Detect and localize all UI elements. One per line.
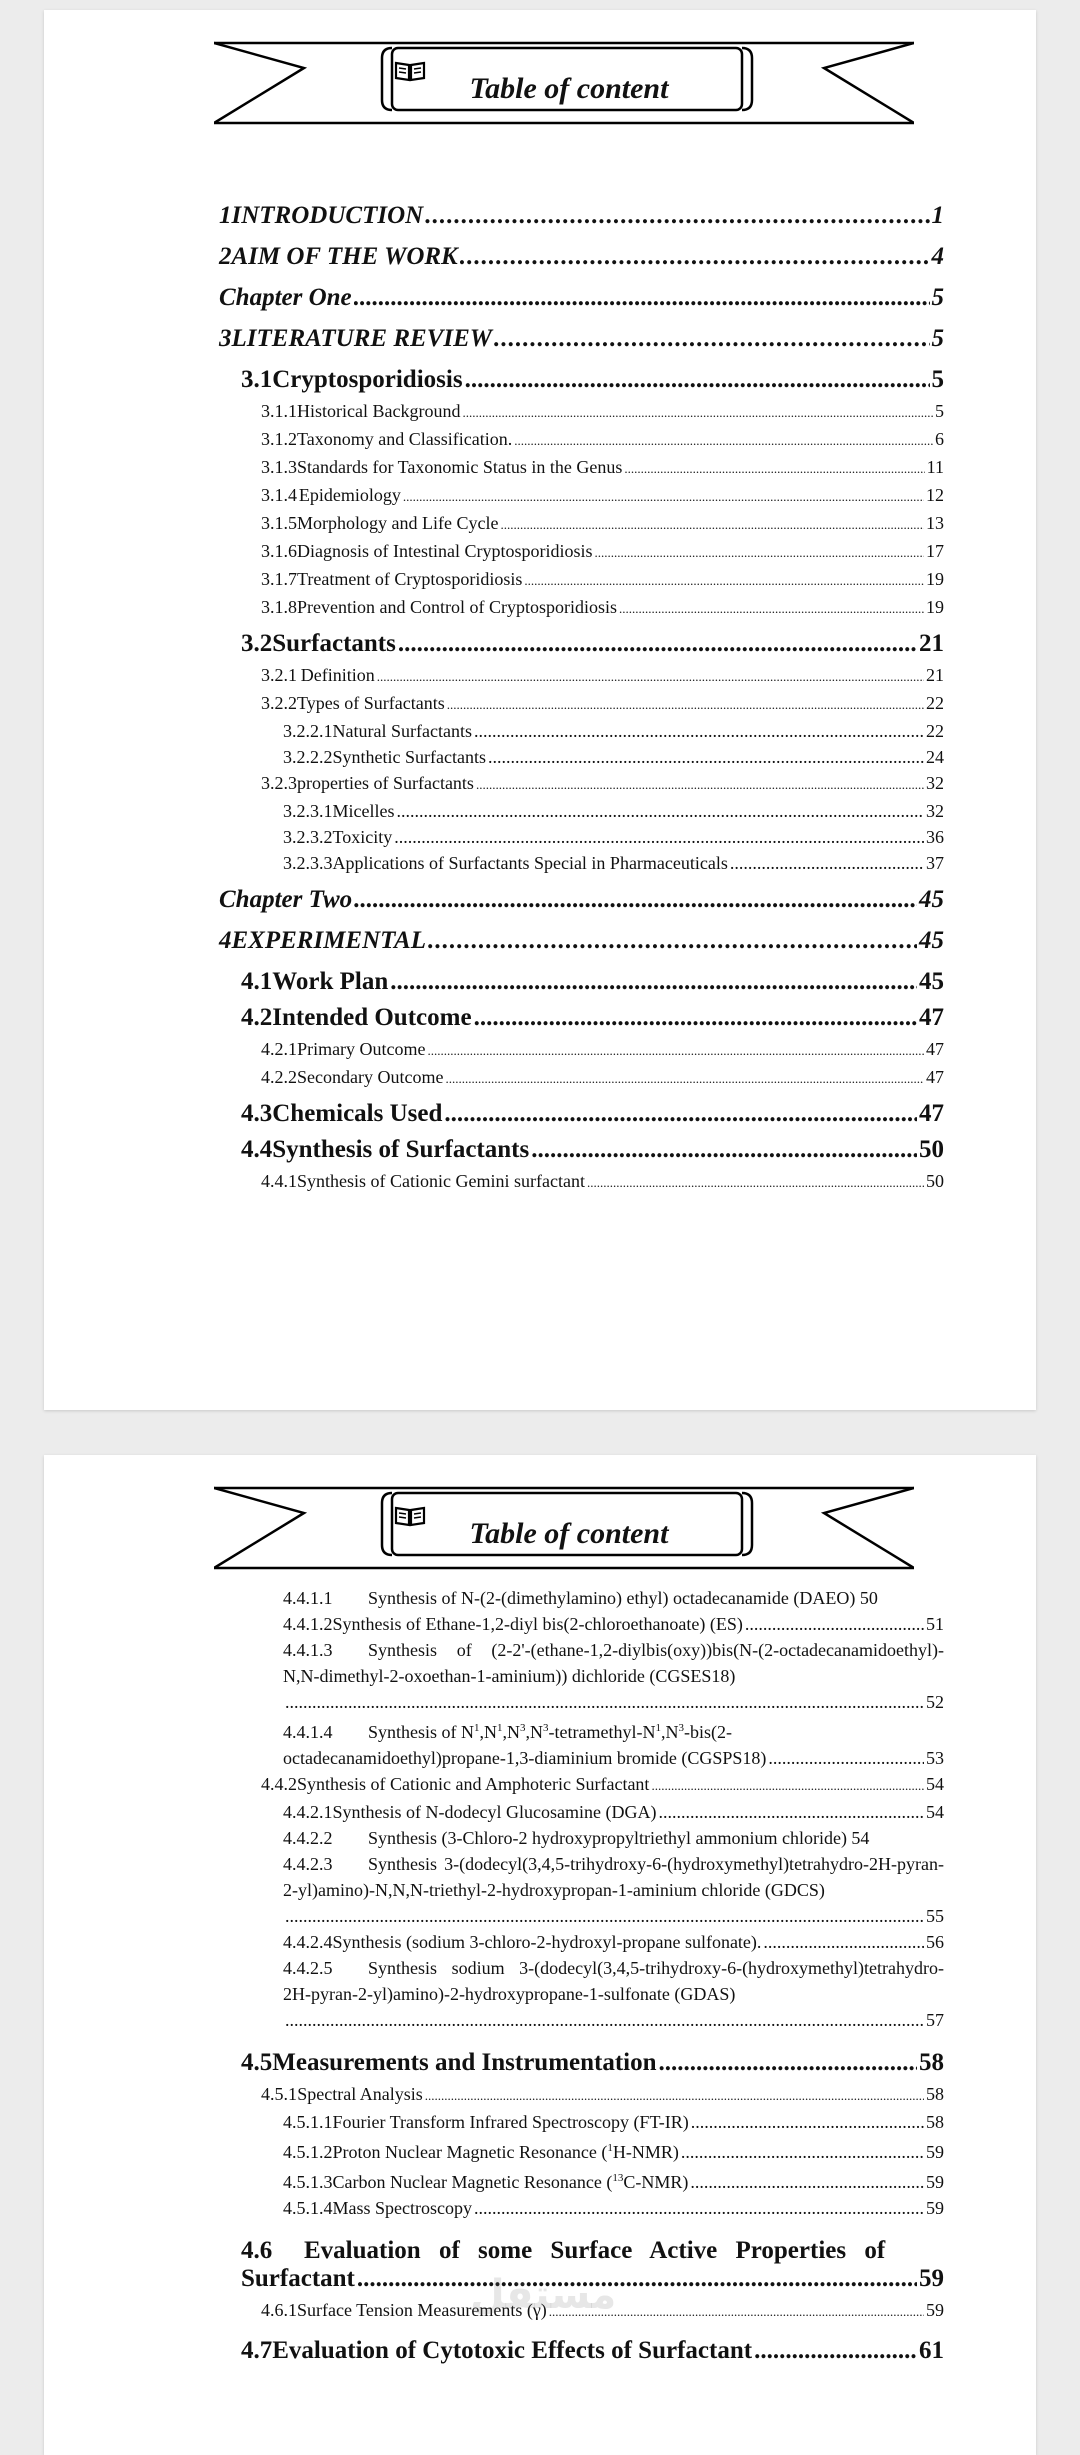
toc-entry-4-5-1[interactable]: 4.5.1 Spectral Analysis ..... 58 <box>219 2081 944 2109</box>
toc-banner <box>214 1483 914 1583</box>
toc-entry-3-1-2[interactable]: 3.1.2 Taxonomy and Classification. ..... 6 <box>219 426 944 454</box>
book-icon <box>394 1505 426 1527</box>
toc-entry-4-4-2-5[interactable]: 4.4.2.5 Synthesis sodium 3-(dodecyl(3,4,5-trihydroxy-6-(hydroxymethyl)tetrahydro-2H-pyran-2-yl)amino)-2-hydroxypropane-1-sulfonate (GDAS) <box>283 1958 944 2004</box>
toc-entry-4-6[interactable]: 4.6 Evaluation of some Surface Active Properties of <box>241 2237 886 2264</box>
toc-entry-3-1-5[interactable]: 3.1.5 Morphology and Life Cycle ..... 13 <box>219 510 944 538</box>
toc-entry-3-1-4[interactable]: 3.1.4 Epidemiology ..... 12 <box>219 482 944 510</box>
toc-entry-3-2-2-1[interactable]: 3.2.2.1 Natural Surfactants ..... 22 <box>219 718 944 744</box>
toc-entry-4-5-1-4[interactable]: 4.5.1.4 Mass Spectroscopy ..... 59 <box>219 2195 944 2221</box>
toc-header <box>394 60 744 118</box>
toc-title: Table of content <box>469 72 669 105</box>
toc-entry-4-1[interactable]: 4.1 Work Plan ..... 45 <box>219 968 944 996</box>
toc-entry-4-7[interactable]: 4.7 Evaluation of Cytotoxic Effects of Surfactant ..... 61 <box>219 2337 944 2365</box>
toc-entry-4-4[interactable]: 4.4 Synthesis of Surfactants ..... 50 <box>219 1136 944 1164</box>
toc-entry-4-5-1-1[interactable]: 4.5.1.1 Fourier Transform Infrared Spectroscopy (FT-IR) ..... 58 <box>219 2109 944 2135</box>
toc-entry-4-5-1-2[interactable]: 4.5.1.2 Proton Nuclear Magnetic Resonance ($^1$H-NMR) ..... 59 <box>219 2135 944 2165</box>
toc-entry-4-4-1-1[interactable]: 4.4.1.1 Synthesis of N-(2-(dimethylamino) ethyl) octadecanamide (DAEO) 50 <box>283 1588 878 1608</box>
toc-entry-4-3[interactable]: 4.3 Chemicals Used ..... 47 <box>219 1100 944 1128</box>
toc-entry-3-1-3[interactable]: 3.1.3 Standards for Taxonomic Status in the Genus ..... 11 <box>219 454 944 482</box>
toc-entry-4-4-2-1[interactable]: 4.4.2.1 Synthesis of N-dodecyl Glucosamine (DGA) ..... 54 <box>219 1799 944 1825</box>
toc-entry-4-4-1-3-page: ..... 52 <box>219 1689 944 1715</box>
toc-title: Table of content <box>469 1517 669 1550</box>
toc-entry-4-4-2-5-page: ..... 57 <box>219 2007 944 2033</box>
toc-entry-4-2-1[interactable]: 4.2.1 Primary Outcome ..... 47 <box>219 1036 944 1064</box>
toc-entry-3-2-3-1[interactable]: 3.2.3.1 Micelles ..... 32 <box>219 798 944 824</box>
toc-entry-2[interactable]: 2 AIM OF THE WORK ..... 4 <box>219 243 944 271</box>
toc-entry-3-2-3-3[interactable]: 3.2.3.3 Applications of Surfactants Special in Pharmaceuticals ..... 37 <box>219 850 944 876</box>
toc-list-page-1 <box>219 192 944 1196</box>
toc-entry-4-2[interactable]: 4.2 Intended Outcome ..... 47 <box>219 1004 944 1032</box>
toc-entry-4-4-2-4[interactable]: 4.4.2.4 Synthesis (sodium 3-chloro-2-hydroxyl-propane sulfonate). ..... 56 <box>219 1929 944 1955</box>
document-page-1 <box>44 10 1036 1410</box>
toc-list-page-2 <box>219 1585 944 2369</box>
toc-entry-3-2-1[interactable]: 3.2.1 Definition ..... 21 <box>219 662 944 690</box>
toc-entry-3-1-1[interactable]: 3.1.1 Historical Background ..... 5 <box>219 398 944 426</box>
toc-entry-3-1-7[interactable]: 3.1.7 Treatment of Cryptosporidiosis ..... 19 <box>219 566 944 594</box>
toc-entry-3-2-2[interactable]: 3.2.2 Types of Surfactants ..... 22 <box>219 690 944 718</box>
toc-entry-4-4-2[interactable]: 4.4.2 Synthesis of Cationic and Amphoteric Surfactant ..... 54 <box>219 1771 944 1799</box>
toc-entry-4-4-1-2[interactable]: 4.4.1.2 Synthesis of Ethane-1,2-diyl bis(2-chloroethanoate) (ES) ..... 51 <box>219 1611 944 1637</box>
toc-entry-3-2[interactable]: 3.2 Surfactants ..... 21 <box>219 630 944 658</box>
toc-entry-chapter-one[interactable]: Chapter One ..... 5 <box>219 284 944 312</box>
toc-entry-4-6-cont: Surfactant ..... 59 <box>219 2265 944 2293</box>
toc-entry-4-5[interactable]: 4.5 Measurements and Instrumentation ..... 58 <box>219 2049 944 2077</box>
toc-entry-4-4-1-4-page: octadecanamidoethyl)propane-1,3-diaminium bromide (CGSPS18) ..... 53 <box>219 1745 944 1771</box>
toc-entry-4-4-1[interactable]: 4.4.1 Synthesis of Cationic Gemini surfactant ..... 50 <box>219 1168 944 1196</box>
toc-entry-4-4-1-3[interactable]: 4.4.1.3 Synthesis of (2-2'-(ethane-1,2-diylbis(oxy))bis(N-(2-octadecanamidoethyl)-N,N-dimethyl-2-oxoethan-1-aminium)) dichloride (CGSES18) <box>283 1640 944 1686</box>
toc-entry-4-4-2-3[interactable]: 4.4.2.3 Synthesis 3-(dodecyl(3,4,5-trihydroxy-6-(hydroxymethyl)tetrahydro-2H-pyran-2-yl)amino)-N,N,N-triethyl-2-hydroxypropan-1-aminium chloride (GDCS) <box>283 1854 944 1900</box>
book-icon <box>394 60 426 82</box>
watermark-logo: مستقل <box>470 2272 617 2318</box>
toc-entry-chapter-two[interactable]: Chapter Two ..... 45 <box>219 886 944 914</box>
toc-entry-1[interactable]: 1 INTRODUCTION ..... 1 <box>219 202 944 230</box>
toc-banner <box>214 38 914 138</box>
toc-entry-4[interactable]: 4 EXPERIMENTAL ..... 45 <box>219 927 944 955</box>
toc-entry-3-1-6[interactable]: 3.1.6 Diagnosis of Intestinal Cryptosporidiosis ..... 17 <box>219 538 944 566</box>
toc-entry-3-1[interactable]: 3.1 Cryptosporidiosis ..... 5 <box>219 366 944 394</box>
toc-entry-3[interactable]: 3 LITERATURE REVIEW ..... 5 <box>219 325 944 353</box>
toc-entry-4-6-1[interactable]: 4.6.1 Surface Tension Measurements (γ) ..... 59 <box>219 2297 944 2325</box>
toc-entry-4-2-2[interactable]: 4.2.2 Secondary Outcome ..... 47 <box>219 1064 944 1092</box>
toc-entry-4-4-2-2[interactable]: 4.4.2.2 Synthesis (3-Chloro-2 hydroxypropyltriethyl ammonium chloride) 54 <box>283 1828 870 1848</box>
toc-header <box>394 1505 744 1563</box>
toc-entry-3-2-3-2[interactable]: 3.2.3.2 Toxicity ..... 36 <box>219 824 944 850</box>
toc-entry-4-5-1-3[interactable]: 4.5.1.3 Carbon Nuclear Magnetic Resonance ($^{13}$C-NMR) ..... 59 <box>219 2165 944 2195</box>
toc-entry-3-1-8[interactable]: 3.1.8 Prevention and Control of Cryptosporidiosis ..... 19 <box>219 594 944 622</box>
toc-entry-3-2-2-2[interactable]: 3.2.2.2 Synthetic Surfactants ..... 24 <box>219 744 944 770</box>
toc-entry-3-2-3[interactable]: 3.2.3 properties of Surfactants ..... 32 <box>219 770 944 798</box>
toc-entry-4-4-1-4[interactable]: 4.4.1.4 Synthesis of $N^1,N^1,N^3,N^3-tetramethyl-N^1,N^3-bis(2-$ <box>283 1722 732 1742</box>
toc-entry-4-4-2-3-page: ..... 55 <box>219 1903 944 1929</box>
